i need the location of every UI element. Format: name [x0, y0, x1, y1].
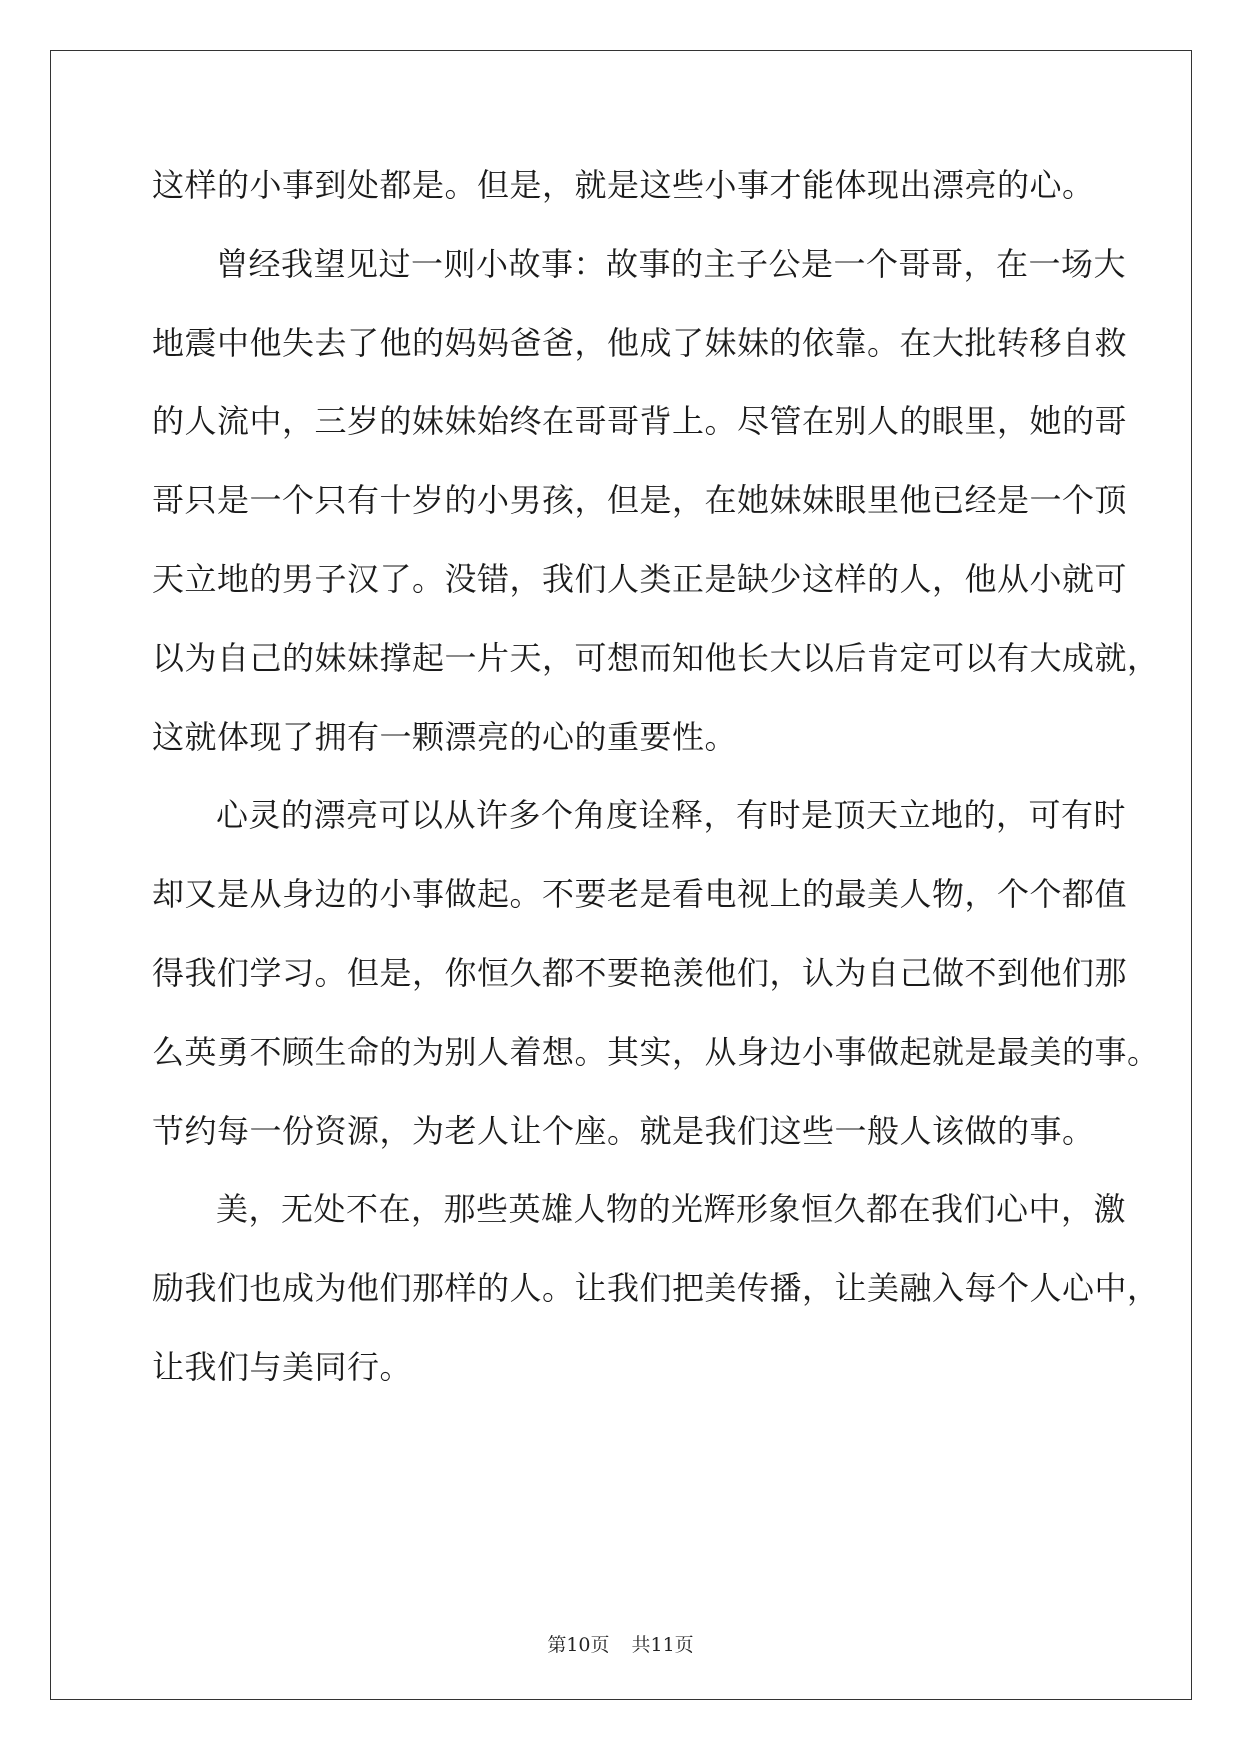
text-line: 励我们也成为他们那样的人。让我们把美传播，让美融入每个人心中，: [152, 1269, 1160, 1308]
text-line: 天立地的男子汉了。没错，我们人类正是缺少这样的人，他从小就可: [152, 559, 1128, 598]
text-line: 哥只是一个只有十岁的小男孩，但是，在她妹妹眼里他已经是一个顶: [152, 481, 1128, 520]
text-line: 么英勇不顾生命的为别人着想。其实，从身边小事做起就是最美的事。: [152, 1032, 1160, 1071]
text-line: 地震中他失去了他的妈妈爸爸，他成了妹妹的依靠。在大批转移自救: [152, 323, 1128, 362]
text-line: 美，无处不在，那些英雄人物的光辉形象恒久都在我们心中，激: [216, 1190, 1127, 1229]
text-line: 曾经我望见过一则小故事：故事的主子公是一个哥哥，在一场大: [216, 244, 1127, 283]
text-line: 让我们与美同行。: [152, 1347, 413, 1386]
page-number-label: 第10页: [547, 1634, 610, 1656]
page-footer: [0, 1630, 1241, 1657]
text-line: 得我们学习。但是，你恒久都不要艳羡他们，认为自己做不到他们那: [152, 953, 1128, 992]
page-total-label: 共11页: [631, 1634, 694, 1656]
text-line: 心灵的漂亮可以从许多个角度诠释，有时是顶天立地的，可有时: [216, 796, 1127, 835]
document-body: [152, 158, 1160, 1419]
text-line: 以为自己的妹妹撑起一片天，可想而知他长大以后肯定可以有大成就，: [152, 638, 1160, 677]
text-line: 这就体现了拥有一颗漂亮的心的重要性。: [152, 717, 738, 756]
text-line: 却又是从身边的小事做起。不要老是看电视上的最美人物，个个都值: [152, 875, 1128, 914]
text-line: 节约每一份资源，为老人让个座。就是我们这些一般人该做的事。: [152, 1111, 1095, 1150]
text-line: 这样的小事到处都是。但是，就是这些小事才能体现出漂亮的心。: [152, 166, 1095, 204]
text-line: 的人流中，三岁的妹妹始终在哥哥背上。尽管在别人的眼里，她的哥: [152, 402, 1128, 441]
